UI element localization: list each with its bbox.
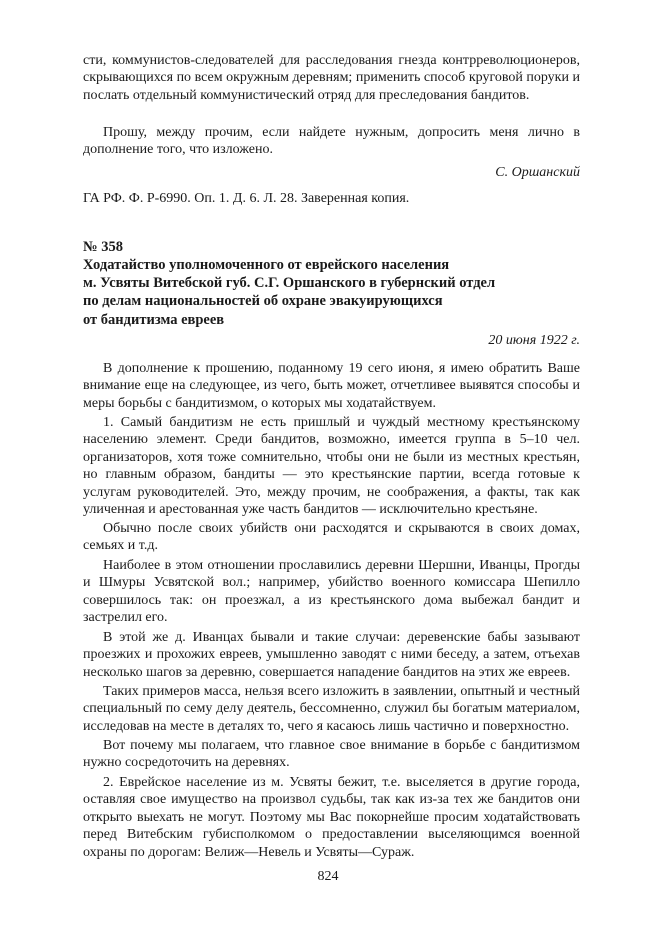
body-paragraph: В дополнение к прошению, поданному 19 сего июня, я имею обратить Ваше внимание еще на следующее, из чего, быть может, отчетливее выявятся способы и меры борьбы с бандитизмом, о которых мы ходатайствуем.	[83, 361, 580, 411]
body-paragraph: В этой же д. Иванцах бывали и такие случаи: деревенские бабы зазывают проезжих и прохожих евреев, умышленно заводят с ними беседу, а затем, отъехав несколько шагов за деревню, совершается нападение бандитов на этих же евреев.	[83, 630, 580, 680]
document-date: 20 июня 1922 г.	[488, 333, 580, 348]
page-number: 824	[317, 869, 339, 884]
body-paragraph: Вот почему мы полагаем, что главное свое внимание в борьбе с бандитизмом нужно сосредоточить на деревнях.	[83, 738, 580, 771]
title-line: по делам национальностей об охране эвакуирующихся	[83, 293, 443, 310]
title-line: от бандитизма евреев	[83, 311, 225, 328]
body-paragraph: 1. Самый бандитизм не есть пришлый и чуждый местному крестьянскому населению элемент. Среди бандитов, возможно, имеется группа в 5–10 чел. организаторов, хотя тоже сомнительно, чтобы они не были из местных крестьян, но главным образом, бандиты — это крестьянские партии, всегда готовые к услугам руководителей. Это, между прочим, не соображения, а факты, так как уличенная и арестованная уже часть бандитов — исключительно крестьяне.	[83, 415, 580, 518]
signature: С. Оршанский	[495, 165, 580, 180]
body-paragraph: Наиболее в этом отношении прославились деревни Шершни, Иванцы, Прогды и Шмуры Усвятской вол.; например, убийство военного комиссара Шепилло совершилось так: он проезжал, а из крестьянского дома выбежал бандит и застрелил его.	[83, 558, 580, 626]
body-paragraph: Обычно после своих убийств они расходятся и скрываются в своих домах, семьях и т.д.	[83, 521, 580, 554]
document-number: № 358	[83, 239, 123, 255]
document-title	[83, 256, 580, 329]
continuation-paragraph: сти, коммунистов-следователей для расследования гнезда контрреволюционеров, скрывающихся по всем окружным деревням; применить способ круговой поруки и послать отдельный коммунистический отряд для преследования бандитов.	[83, 53, 580, 103]
request-paragraph: Прошу, между прочим, если найдете нужным, допросить меня лично в дополнение того, что изложено.	[83, 125, 580, 158]
title-line: м. Усвяты Витебской губ. С.Г. Оршанского в губернский отдел	[83, 275, 496, 292]
archive-source: ГА РФ. Ф. Р-6990. Оп. 1. Д. 6. Л. 28. Заверенная копия.	[83, 191, 410, 206]
body-paragraph: 2. Еврейское население из м. Усвяты бежит, т.е. выселяется в другие города, оставляя свое имущество на произвол судьбы, так как из-за тех же бандитов они открыто выехать не могут. Поэтому мы Вас покорнейше просим ходатайствовать перед Витебским губисполкомом о предоставлении выселяющимся военной охраны по дорогам: Велиж—Невель и Усвяты—Сураж.	[83, 775, 580, 860]
title-line: Ходатайство уполномоченного от еврейского населения	[83, 257, 450, 273]
body-paragraph: Таких примеров масса, нельзя всего изложить в заявлении, опытный и честный специальный по сему делу деятель, бессомненно, служил бы богатым материалом, исследовав на месте в деталях то, чего я касаюсь лишь частично и поверхностно.	[83, 684, 580, 734]
